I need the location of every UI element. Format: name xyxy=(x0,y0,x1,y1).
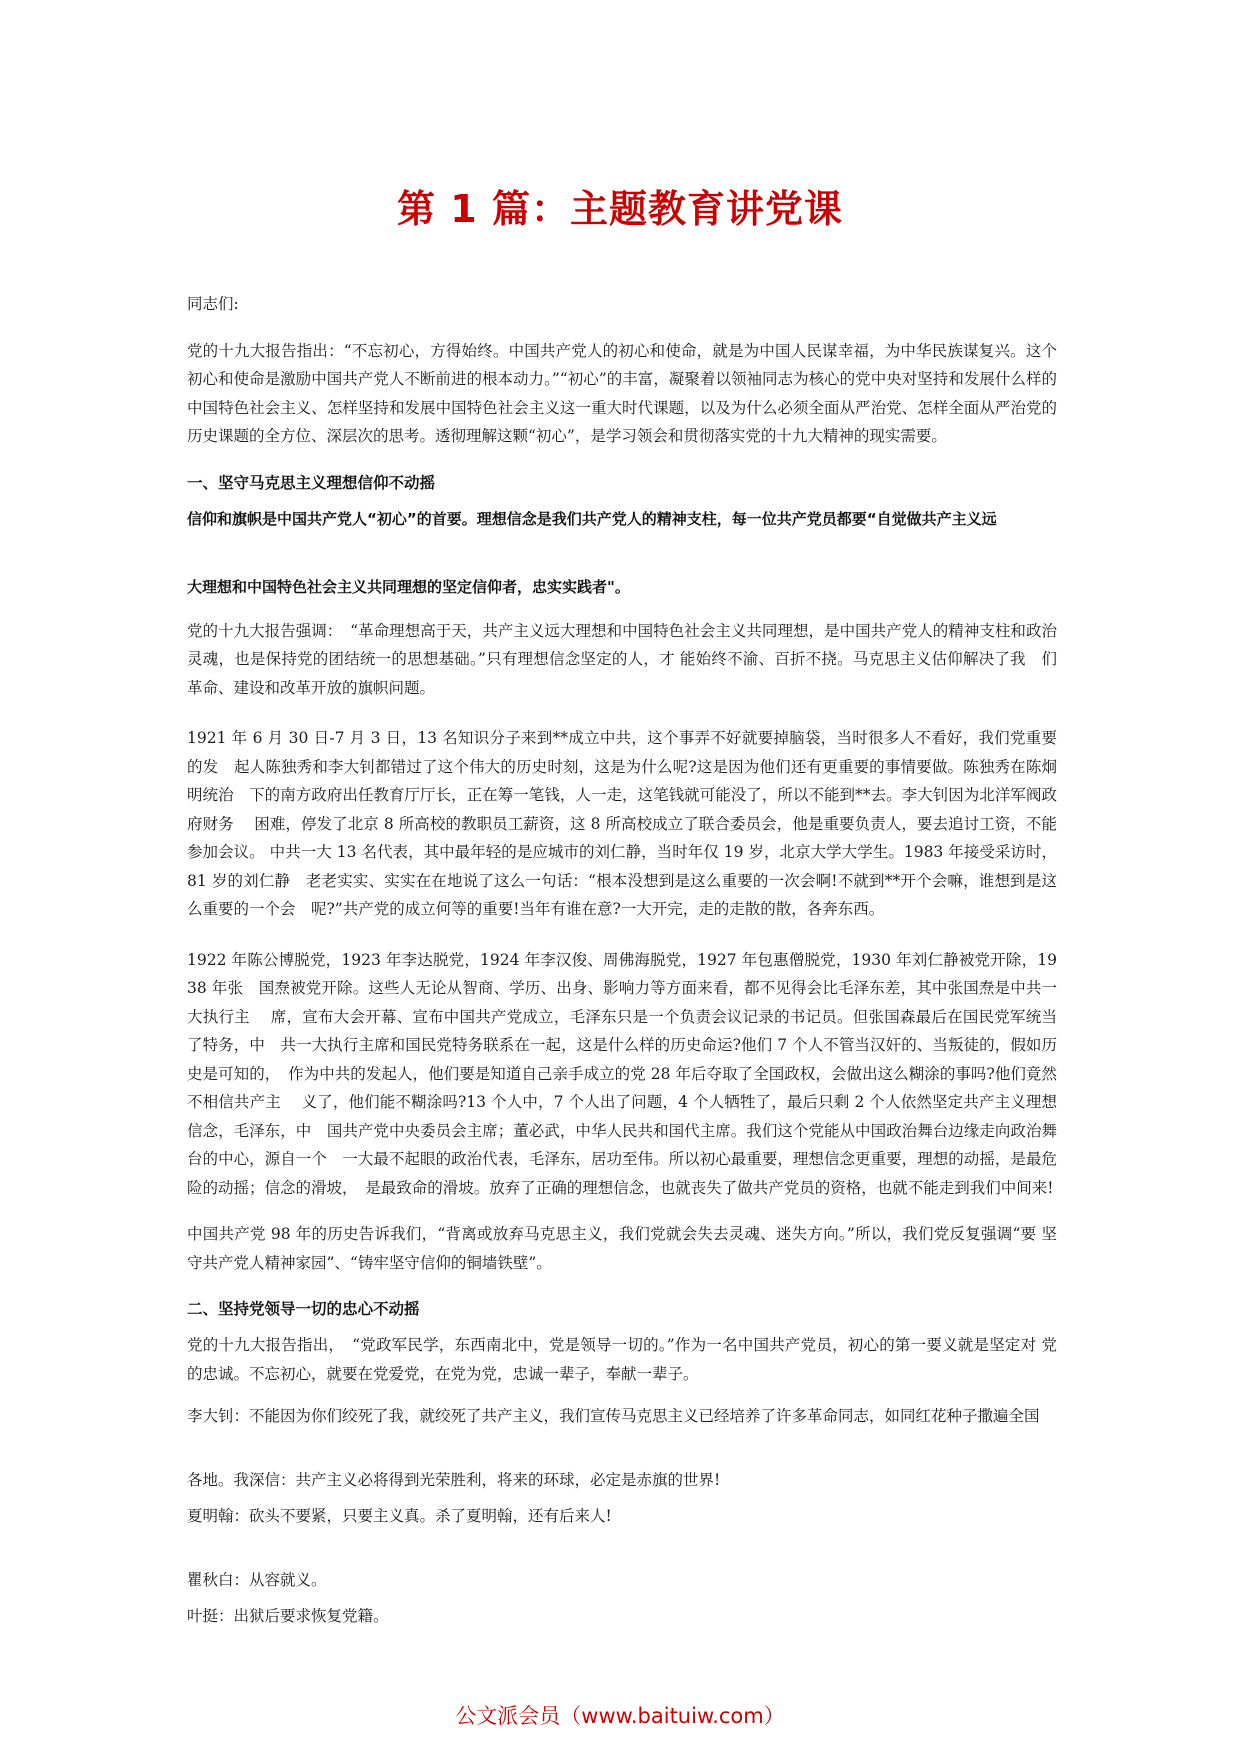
document-title: 第 1 篇：主题教育讲党课 xyxy=(397,187,843,231)
greeting: 同志们: xyxy=(187,295,239,313)
quote-ye-ting: 叶挺：出狱后要求恢复党籍。 xyxy=(187,1607,389,1625)
section-1-heading: 一、坚守马克思主义理想信仰不动摇 xyxy=(187,473,436,492)
quote-xia-minghan: 夏明翰：砍头不要紧，只要主义真。杀了夏明翰，还有后来人! xyxy=(187,1507,612,1525)
document-body xyxy=(187,290,1057,1638)
quote-li-dazhao-line-1: 李大钊：不能因为你们绞死了我，就绞死了共产主义，我们宣传马克思主义已经培养了许多革命同志，如同红花种子撒遍全国 xyxy=(187,1407,1040,1425)
section-1-paragraph-2: 1921 年 6 月 30 日-7 月 3 日，13 名知识分子来到**成立中共，这个事弄不好就要掉脑袋，当时很多人不看好，我们党重要的发 起人陈独秀和李大钊都错过了这个伟大的历史时刻，这是为什么呢?这是因为他们还有更重要的事情要做。陈独秀在陈炯明统治 下的南方政府出任教育厅厅长，正在筹一笔钱，人一走，这笔钱就可能没了，所以不能到**去。李大钊因为北洋军阀政府财务 困难，停发了北京 8 所高校的教职员工薪资，这 8 所高校成立了联合委员会，他是重要负责人，要去追讨工资，不能参加会议。 中共一大 13 名代表，其中最年轻的是应城市的刘仁静，当时年仅 19 岁，北京大学大学生。1983 年接受采访时，81 岁的刘仁静 老老实实、实实在在地说了这么一句话：“根本没想到是这么重要的一次会啊!不就到**开个会嘛，谁想到是这么重要的一个会 呢?”共产党的成立何等的重要!当年有谁在意?一大开完，走的走散的散，各奔东西。 xyxy=(187,729,1057,918)
section-2-paragraph-1: 党的十九大报告指出， “党政军民学，东西南北中，党是领导一切的。”作为一名中国共产党员，初心的第一要义就是坚定对 党的忠诚。不忘初心，就要在党爱党，在党为党，忠诚一辈子，奉献一辈子。 xyxy=(187,1336,1057,1383)
section-1-bold-line-2: 大理想和中国特色社会主义共同理想的坚定信仰者，忠实实践者"。 xyxy=(187,577,630,596)
footer-watermark: 公文派会员（www.baituiw.com） xyxy=(455,1704,785,1728)
section-1-bold-line-1: 信仰和旗帜是中国共产党人“初心”的首要。理想信念是我们共产党人的精神支柱，每一位共产党员都要“自觉做共产主义远 xyxy=(187,509,997,528)
quote-qu-qiubai: 瞿秋白：从容就义。 xyxy=(187,1571,327,1589)
section-1-paragraph-1: 党的十九大报告强调： “革命理想高于天，共产主义远大理想和中国特色社会主义共同理想，是中国共产党人的精神支柱和政治灵魂，也是保持党的团结统一的思想基础。”只有理想信念坚定的人，才 能始终不渝、百折不挠。马克思主义估仰解决了我 们革命、建设和改革开放的旗帜问题。 xyxy=(187,621,1057,697)
quote-li-dazhao-line-2: 各地。我深信：共产主义必将得到光荣胜利，将来的环球，必定是赤旗的世界! xyxy=(187,1471,721,1489)
section-2-heading: 二、坚持党领导一切的忠心不动摇 xyxy=(187,1300,420,1318)
section-1-paragraph-3: 1922 年陈公博脱党，1923 年李达脱党，1924 年李汉俊、周佛海脱党，1927 年包惠僧脱党，1930 年刘仁静被党开除，1938 年张 国焘被党开除。这些人无论从智商、学历、出身、影响力等方面来看，都不见得会比毛泽东差，其中张国焘是中共一大执行主 席，宣布大会开幕、宣布中国共产党成立，毛泽东只是一个负责会议记录的书记员。但张国森最后在国民党军统当了特务，中 共一大执行主席和国民党特务联系在一起，这是什么样的历史命运?他们 7 个人不管当汉奸的、当叛徒的，假如历史是可知的， 作为中共的发起人，他们要是知道自己亲手成立的党 28 年后夺取了全国政权，会做出这么糊涂的事吗?他们竟然不相信共产主 义了，他们能不糊涂吗?13 个人中，7 个人出了问题，4 个人牺牲了，最后只剩 2 个人依然坚定共产主义理想信念，毛泽东，中 国共产党中央委员会主席；董必武，中华人民共和国代主席。我们这个党能从中国政治舞台边缘走向政治舞台的中心，源自一个 一大最不起眼的政治代表，毛泽东，居功至伟。所以初心最重要，理想信念更重要，理想的动摇，是最危险的动摇；信念的滑坡， 是最致命的滑坡。放弃了正确的理想信念，也就丧失了做共产党员的资格，也就不能走到我们中间来! xyxy=(187,950,1057,1197)
section-1-paragraph-4: 中国共产党 98 年的历史告诉我们，“背离或放弃马克思主义，我们党就会失去灵魂、迷失方向。”所以，我们党反复强调“要 坚守共产党人精神家园”、“铸牢坚守信仰的铜墙铁壁”。 xyxy=(187,1225,1057,1272)
intro-paragraph: 党的十九大报告指出：“不忘初心，方得始终。中国共产党人的初心和使命，就是为中国人民谋幸福，为中华民族谋复兴。这个初心和使命是激励中国共产党人不断前进的根本动力。”“初心”的丰富，凝聚着以领袖同志为核心的党中央对坚持和发展什么样的中国特色社会主义、怎样坚持和发展中国特色社会主义这一重大时代课题，以及为什么必须全面从严治党、怎样全面从严治党的历史课题的全方位、深层次的思考。透彻理解这颗“初心”，是学习领会和贯彻落实党的十九大精神的现实需要。 xyxy=(187,341,1057,445)
